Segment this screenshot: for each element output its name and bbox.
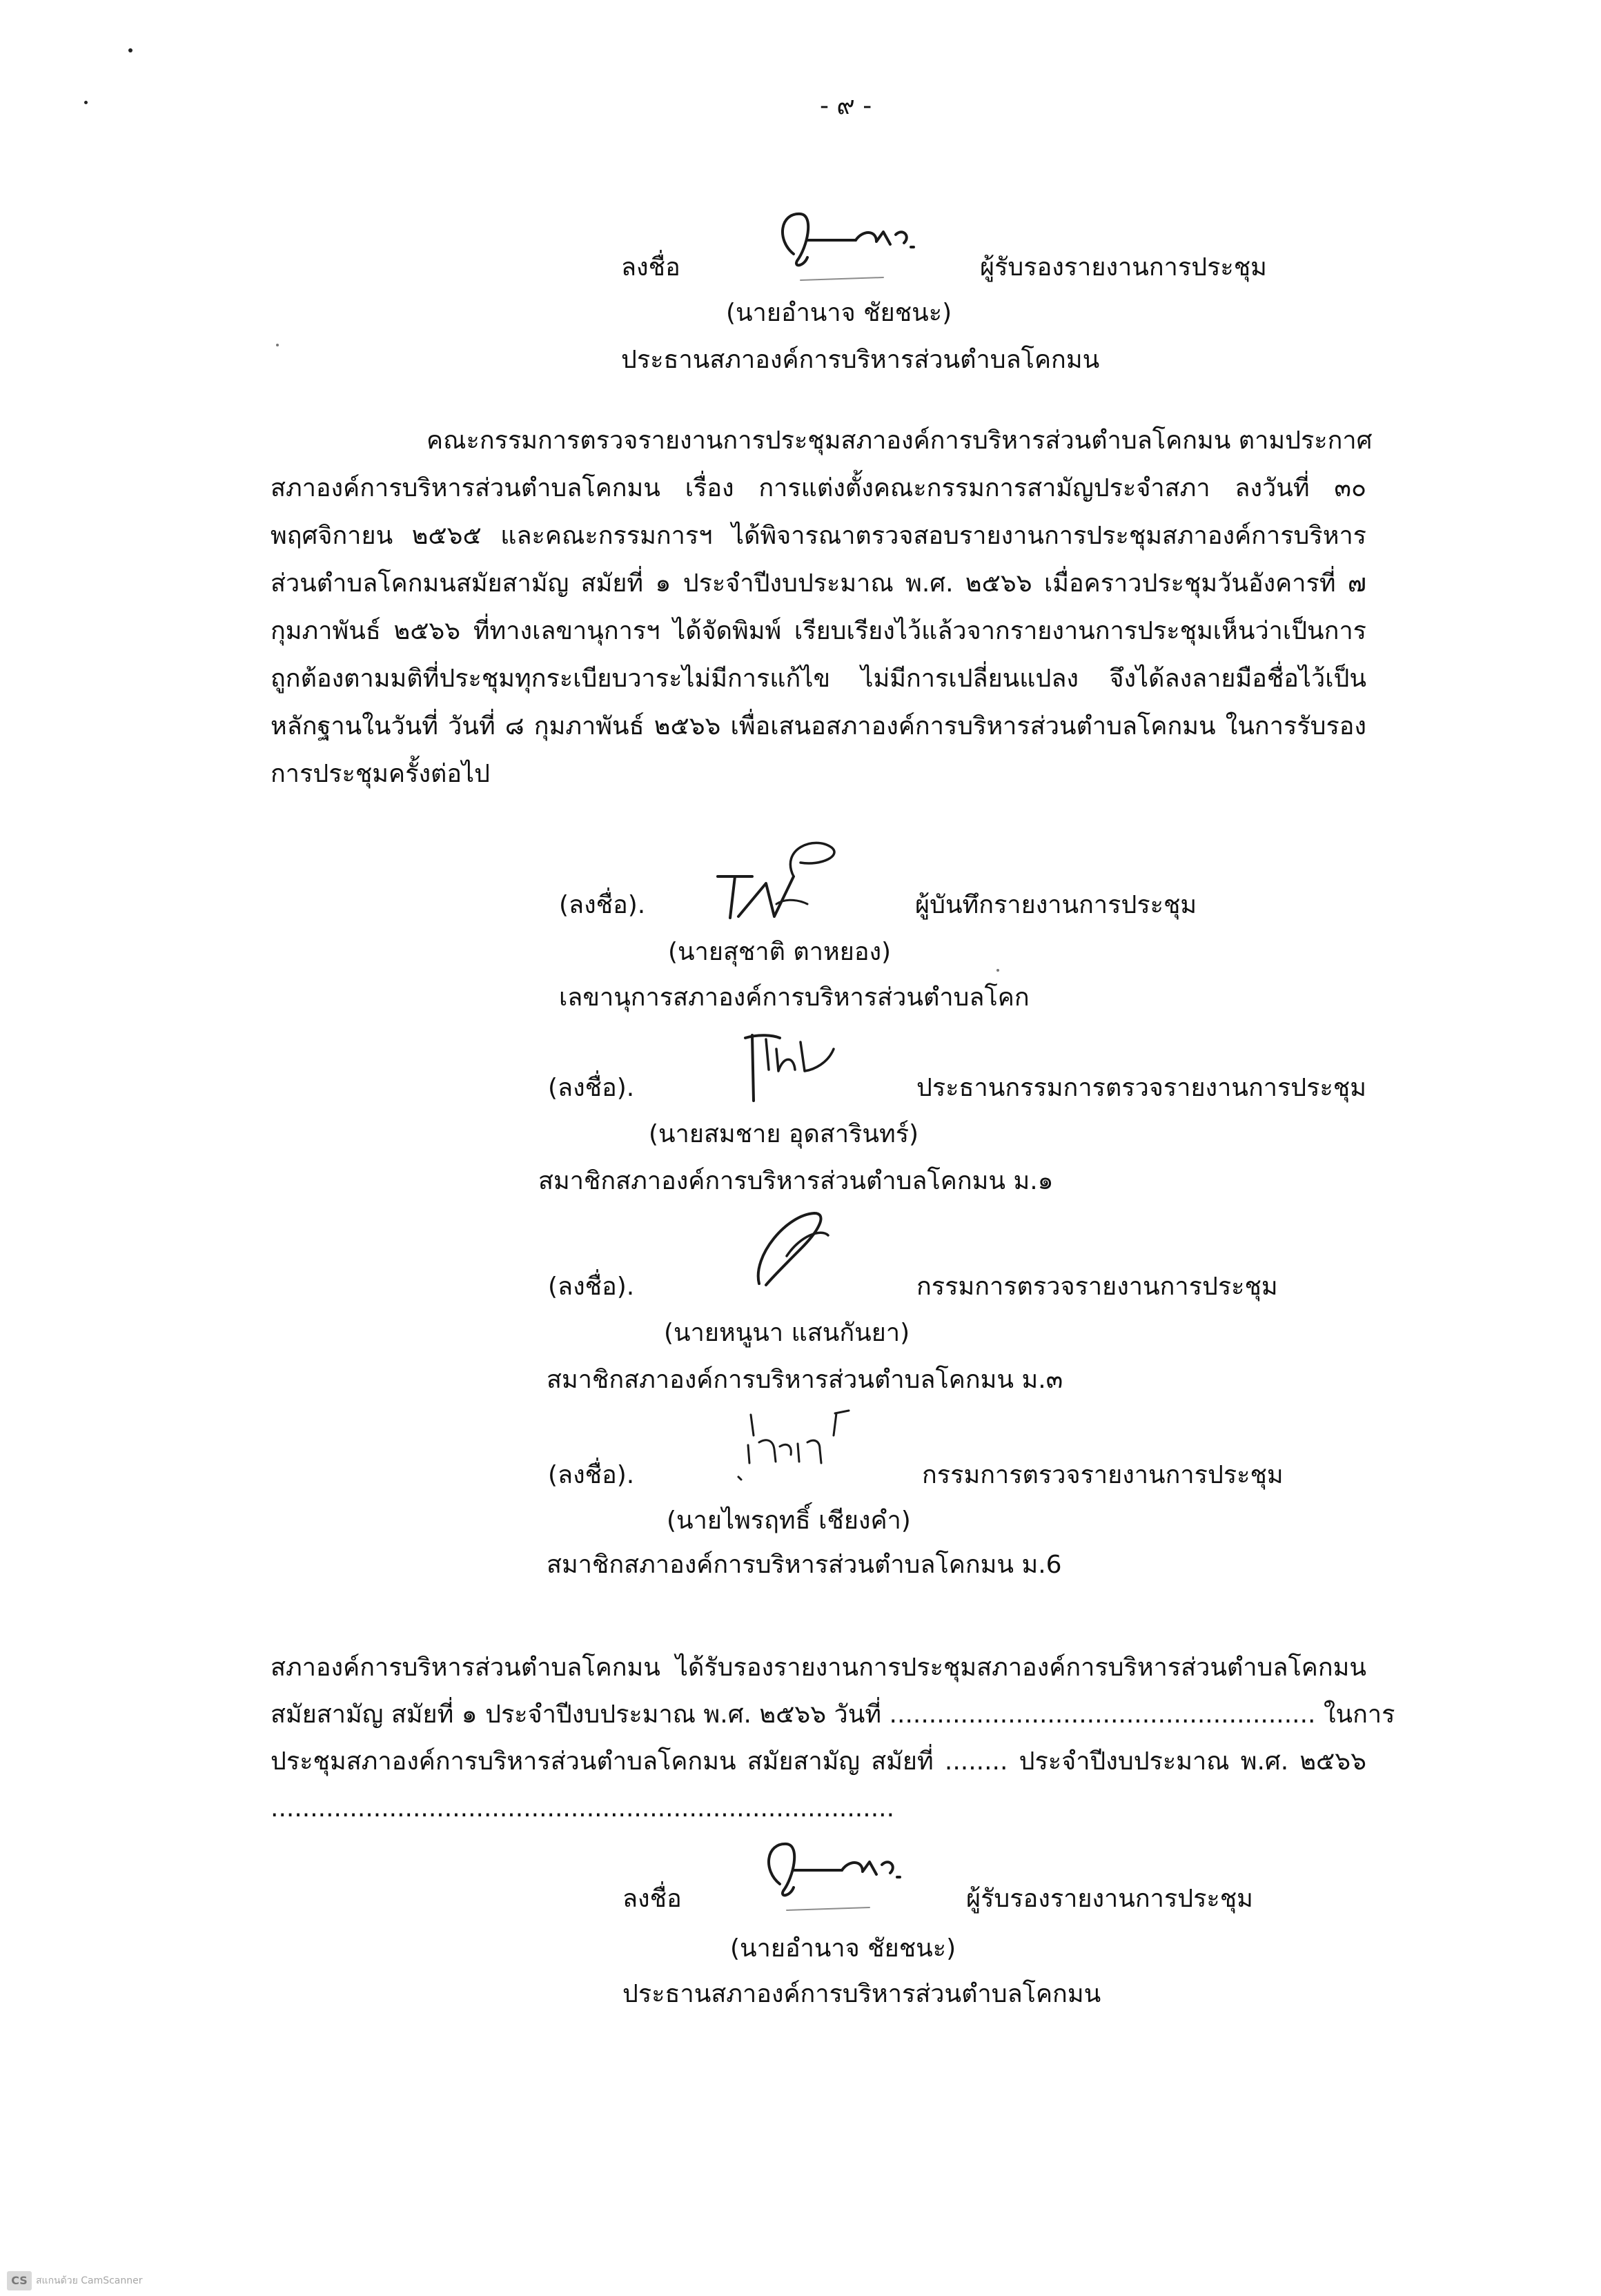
signature-image bbox=[718, 1408, 856, 1484]
signer-position: ประธานสภาองค์การบริหารส่วนตำบลโคกมน bbox=[622, 1980, 1101, 2008]
camscanner-logo: CS bbox=[7, 2271, 32, 2290]
paragraph-line: หลักฐานในวันที่ วันที่ ๘ กุมภาพันธ์ ๒๕๖๖ เพื่อเสนอสภาองค์การบริหารส่วนตำบลโคกมน ในการรับรอง bbox=[271, 712, 1366, 740]
signer-role: ผู้บันทึกรายงานการประชุม bbox=[915, 891, 1197, 919]
page-number: - ๙ - bbox=[820, 92, 872, 120]
signer-name: (นายอำนาจ ชัยชนะ) bbox=[726, 299, 952, 327]
signature-image bbox=[773, 199, 939, 282]
sign-label: ลงชื่อ bbox=[621, 253, 680, 282]
signer-position: ประธานสภาองค์การบริหารส่วนตำบลโคกมน bbox=[621, 346, 1100, 374]
paragraph-line: ถูกต้องตามมติที่ประชุมทุกระเบียบวาระไม่มีการแก้ไข ไม่มีการเปลี่ยนแปลง จึงได้ลงลายมือชื่อไว้เป็น bbox=[271, 665, 1366, 693]
signature-image bbox=[711, 835, 849, 925]
paragraph-line: ............................................................................... bbox=[271, 1794, 895, 1823]
sign-label: (ลงชื่อ). bbox=[559, 891, 646, 919]
paragraph-line: สมัยสามัญ สมัยที่ ๑ ประจำปีงบประมาณ พ.ศ. ๒๕๖๖ วันที่ ...................................................... ในการ bbox=[271, 1700, 1395, 1729]
paragraph-line: ประชุมสภาองค์การบริหารส่วนตำบลโคกมน สมัยสามัญ สมัยที่ ........ ประจำปีงบประมาณ พ.ศ. ๒๕๖๖ bbox=[271, 1747, 1366, 1776]
scan-speck bbox=[128, 48, 132, 52]
signer-position: สมาชิกสภาองค์การบริหารส่วนตำบลโคกมน ม.๓ bbox=[547, 1366, 1063, 1394]
paragraph-line: คณะกรรมการตรวจรายงานการประชุมสภาองค์การบริหารส่วนตำบลโคกมน ตามประกาศ bbox=[426, 426, 1373, 455]
scan-speck bbox=[276, 344, 279, 346]
paragraph-line: สภาองค์การบริหารส่วนตำบลโคกมน ได้รับรองรายงานการประชุมสภาองค์การบริหารส่วนตำบลโคกมน bbox=[271, 1654, 1366, 1682]
sign-label: (ลงชื่อ). bbox=[548, 1273, 635, 1301]
signer-position: เลขานุการสภาองค์การบริหารส่วนตำบลโคก bbox=[559, 983, 1030, 1012]
signature-image bbox=[745, 1208, 842, 1291]
signature-image bbox=[738, 1028, 842, 1104]
signer-position: สมาชิกสภาองค์การบริหารส่วนตำบลโคกมน ม.6 bbox=[547, 1551, 1062, 1579]
sign-label: ลงชื่อ bbox=[622, 1885, 682, 1913]
scan-speck bbox=[84, 101, 88, 104]
signer-name: (นายสุชาติ ตาหยอง) bbox=[668, 938, 892, 966]
committee-paragraph bbox=[271, 417, 1373, 798]
signer-role: ผู้รับรองรายงานการประชุม bbox=[966, 1885, 1253, 1913]
signer-position: สมาชิกสภาองค์การบริหารส่วนตำบลโคกมน ม.๑ bbox=[538, 1167, 1054, 1195]
camscanner-watermark-text: สแกนด้วย CamScanner bbox=[36, 2275, 143, 2286]
scan-speck bbox=[996, 969, 999, 972]
sign-label: (ลงชื่อ). bbox=[548, 1074, 635, 1102]
paragraph-line: สภาองค์การบริหารส่วนตำบลโคกมน เรื่อง การแต่งตั้งคณะกรรมการสามัญประจำสภา ลงวันที่ ๓๐ bbox=[271, 474, 1366, 502]
signer-name: (นายอำนาจ ชัยชนะ) bbox=[730, 1934, 956, 1963]
sign-label: (ลงชื่อ). bbox=[548, 1461, 635, 1489]
paragraph-line: การประชุมครั้งต่อไป bbox=[271, 760, 490, 788]
council-paragraph bbox=[271, 1645, 1395, 1832]
signer-name: (นายไพรฤทธิ์ เชียงคำ) bbox=[667, 1507, 911, 1535]
signer-role: กรรมการตรวจรายงานการประชุม bbox=[922, 1461, 1284, 1489]
paragraph-line: ส่วนตำบลโคกมนสมัยสามัญ สมัยที่ ๑ ประจำปีงบประมาณ พ.ศ. ๒๕๖๖ เมื่อคราวประชุมวันอังคารที่ ๗ bbox=[271, 569, 1366, 598]
signature-image bbox=[759, 1829, 925, 1912]
signer-name: (นายหนูนา แสนกันยา) bbox=[664, 1319, 910, 1347]
paragraph-line: กุมภาพันธ์ ๒๕๖๖ ที่ทางเลขานุการฯ ได้จัดพิมพ์ เรียบเรียงไว้แล้วจากรายงานการประชุมเห็นว่าเป็นการ bbox=[271, 617, 1366, 645]
paragraph-line: พฤศจิกายน ๒๕๖๕ และคณะกรรมการฯ ได้พิจารณาตรวจสอบรายงานการประชุมสภาองค์การบริหาร bbox=[271, 522, 1366, 550]
signer-role: ผู้รับรองรายงานการประชุม bbox=[980, 253, 1267, 282]
signer-name: (นายสมชาย อุดสารินทร์) bbox=[649, 1120, 919, 1148]
signer-role: กรรมการตรวจรายงานการประชุม bbox=[916, 1273, 1278, 1301]
signer-role: ประธานกรรมการตรวจรายงานการประชุม bbox=[916, 1074, 1366, 1102]
